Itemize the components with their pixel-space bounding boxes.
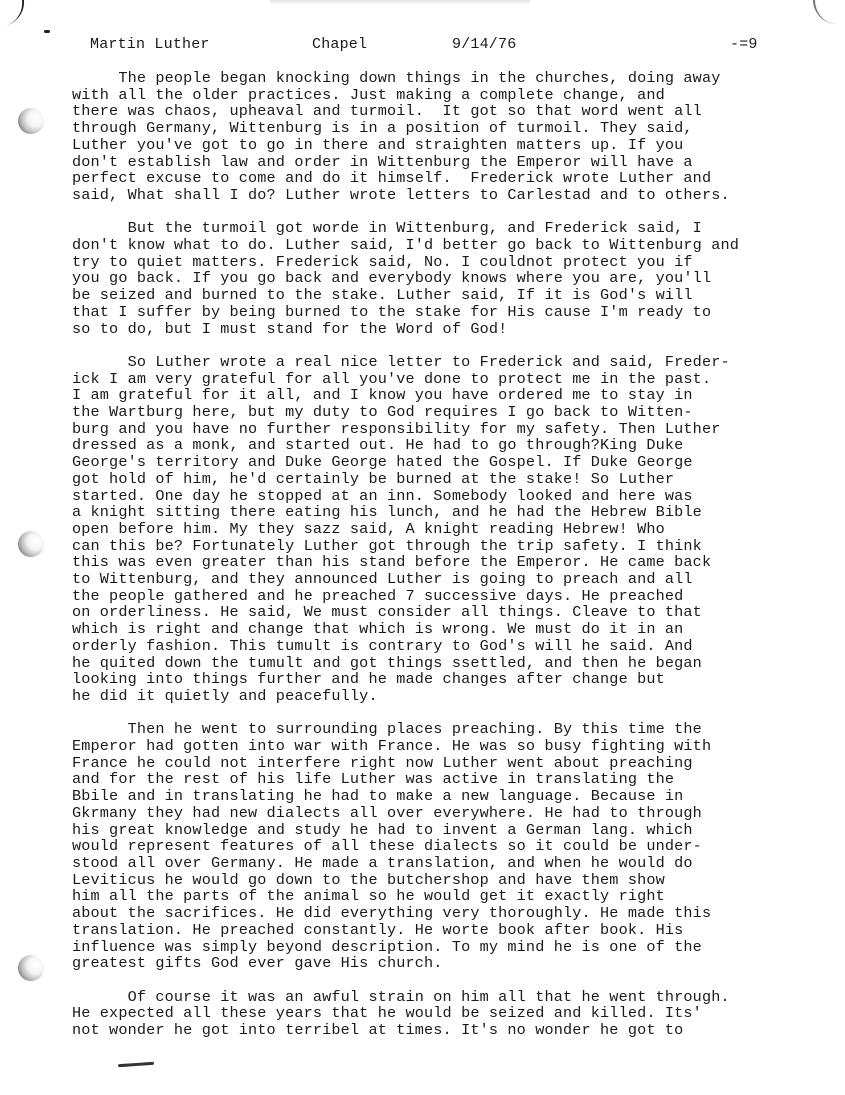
- text-line: started. One day he stopped at an inn. Somebody looked and here was: [72, 486, 693, 505]
- page-header: [90, 36, 770, 56]
- header-date: 9/14/76: [452, 36, 517, 53]
- text-line: influence was simply beyond description. To my mind he is one of the: [72, 937, 702, 956]
- text-line: the people gathered and he preached 7 successive days. He preached: [72, 586, 684, 605]
- text-line: Luther you've got to go in there and straighten matters up. If you: [72, 135, 684, 154]
- text-line: him all the parts of the animal so he would get it exactly right: [72, 887, 665, 906]
- text-line: through Germany, Wittenburg is in a position of turmoil. They said,: [72, 119, 693, 138]
- text-line: stood all over Germany. He made a translation, and when he would do: [72, 854, 693, 872]
- text-line: Emperor had gotten into war with France. He was so busy fighting with: [72, 737, 712, 756]
- text-line: orderly fashion. This tumult is contrary to God's will he said. And: [72, 636, 693, 655]
- text-line: can this be? Fortunately Luther got through the trip safety. I think: [72, 536, 702, 555]
- text-line: with all the older practices. Just making a complete change, and: [72, 85, 665, 104]
- text-line: So Luther wrote a real nice letter to Frederick and said, Freder-: [72, 352, 730, 371]
- text-line: Bbile and in translating he had to make a new language. Because in: [72, 787, 684, 806]
- text-line: his great knowledge and study he had to invent a German lang. which: [72, 820, 693, 839]
- text-line: Of course it was an awful strain on him all that he went through.: [72, 987, 730, 1006]
- text-line: to Wittenburg, and they announced Luther is going to preach and all: [72, 570, 693, 589]
- corner-mark-top-left: [0, 0, 28, 26]
- text-line: George's territory and Duke George hated the Gospel. If Duke George: [72, 453, 693, 472]
- ink-scribble: [118, 1062, 154, 1068]
- text-line: Leviticus he would go down to the butchershop and have them show: [72, 870, 665, 889]
- text-line: ick I am very grateful for all you've done to protect me in the past.: [72, 369, 712, 388]
- scan-smudge: [270, 0, 530, 5]
- text-line: you go back. If you go back and everybody knows where you are, you'll: [72, 269, 712, 288]
- text-line: not wonder he got into terribel at times. It's no wonder he got to: [72, 1021, 684, 1040]
- text-line: he did it quietly and peacefully.: [72, 686, 378, 705]
- punch-hole-icon: [18, 955, 44, 981]
- header-page-number: -=9: [730, 36, 758, 53]
- punch-hole-icon: [18, 531, 44, 557]
- text-line: the Wartburg here, but my duty to God requires I go back to Witten-: [72, 403, 693, 422]
- paragraph: [72, 354, 812, 705]
- paragraph: [72, 70, 812, 204]
- text-line: dressed as a monk, and started out. He had to go through?King Duke: [72, 436, 684, 455]
- text-line: The people began knocking down things in the churches, doing away: [72, 69, 721, 87]
- text-line: a knight sitting there eating his lunch, and he had the Hebrew Bible: [72, 503, 702, 522]
- text-line: greatest gifts God ever gave His church.: [72, 954, 443, 973]
- text-line: said, What shall I do? Luther wrote letters to Carlestad and to others.: [72, 185, 730, 204]
- ink-dot: [44, 30, 50, 33]
- text-line: looking into things further and he made changes after change but: [72, 670, 665, 689]
- text-line: don't establish law and order in Wittenburg the Emperor will have a: [72, 152, 693, 171]
- text-line: Gkrmany they had new dialects all over everywhere. He had to through: [72, 803, 702, 822]
- text-line: he quited down the tumult and got things ssettled, and then he began: [72, 653, 702, 672]
- text-line: burg and you have no further responsibility for my safety. Then Luther: [72, 419, 721, 438]
- text-line: I am grateful for it all, and I know you have ordered me to stay in: [72, 386, 693, 405]
- header-place: Chapel: [312, 36, 368, 53]
- text-line: there was chaos, upheaval and turmoil. It got so that word went all: [72, 102, 702, 121]
- paragraph: [72, 220, 812, 337]
- punch-hole-icon: [18, 108, 44, 134]
- header-name: Martin Luther: [90, 36, 210, 53]
- text-line: open before him. My they sazz said, A knight reading Hebrew! Who: [72, 519, 665, 538]
- text-line: so to do, but I must stand for the Word of God!: [72, 319, 508, 338]
- text-line: be seized and burned to the stake. Luther said, If it is God's will: [72, 286, 693, 305]
- corner-mark-top-right: [813, 0, 845, 24]
- text-line: and for the rest of his life Luther was active in translating the: [72, 770, 675, 789]
- text-line: which is right and change that which is wrong. We must do it in an: [72, 620, 684, 639]
- text-line: don't know what to do. Luther said, I'd better go back to Wittenburg and: [72, 236, 740, 255]
- text-line: about the sacrifices. He did everything very thoroughly. He made this: [72, 904, 712, 923]
- text-line: translation. He preached constantly. He worte book after book. His: [72, 920, 684, 939]
- document-body: [72, 70, 812, 1055]
- paragraph: [72, 721, 812, 972]
- text-line: Then he went to surrounding places preaching. By this time the: [72, 720, 702, 739]
- text-line: got hold of him, he'd certainly be burned at the stake! So Luther: [72, 469, 675, 488]
- text-line: But the turmoil got worde in Wittenburg, and Frederick said, I: [72, 219, 702, 238]
- text-line: He expected all these years that he would be seized and killed. Its': [72, 1004, 702, 1023]
- text-line: try to quiet matters. Frederick said, No. I couldnot protect you if: [72, 252, 693, 271]
- text-line: that I suffer by being burned to the stake for His cause I'm ready to: [72, 302, 712, 321]
- text-line: perfect excuse to come and do it himself. Frederick wrote Luther and: [72, 169, 712, 188]
- text-line: France he could not interfere right now Luther went about preaching: [72, 753, 693, 772]
- text-line: would represent features of all these dialects so it could be under-: [72, 837, 702, 856]
- text-line: on orderliness. He said, We must consider all things. Cleave to that: [72, 603, 702, 622]
- paragraph: [72, 989, 812, 1039]
- text-line: this was even greater than his stand before the Emperor. He came back: [72, 553, 712, 572]
